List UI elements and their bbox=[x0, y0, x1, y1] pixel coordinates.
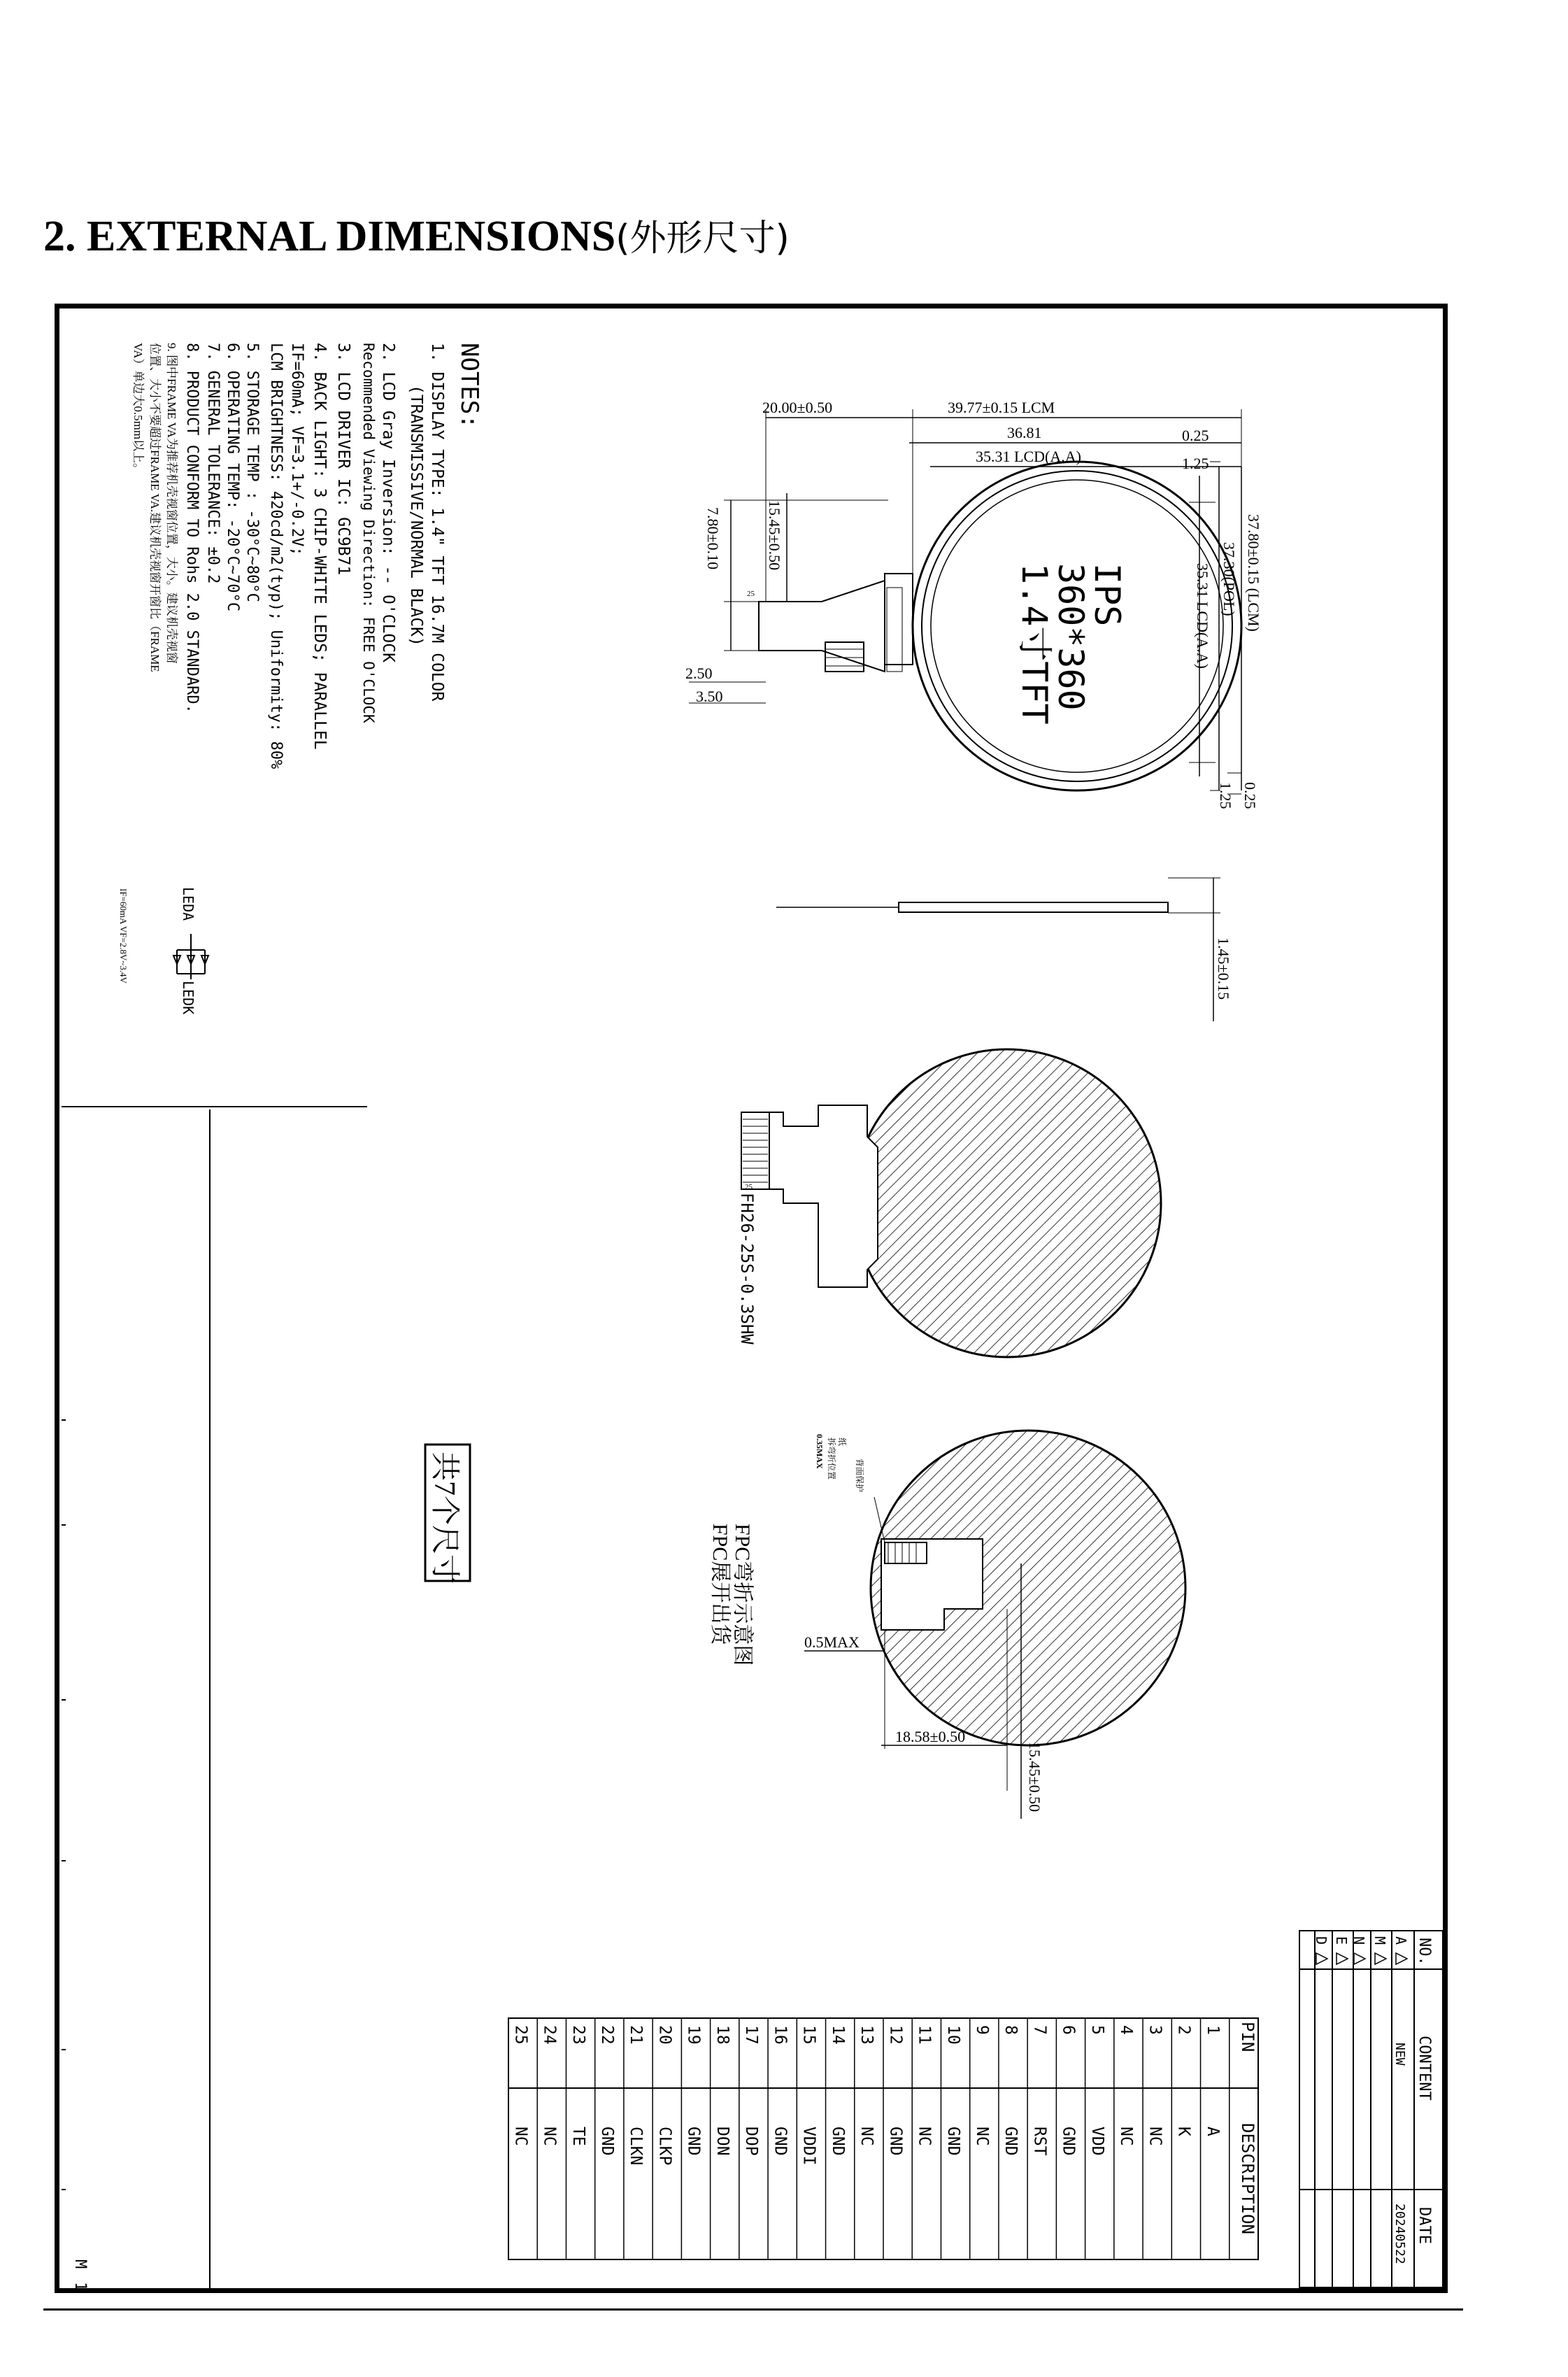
note-line: 6. OPERATING TEMP: -20°C~70°C bbox=[224, 343, 241, 612]
rev-no: D bbox=[1313, 1936, 1330, 1945]
pin-number: 6 bbox=[1059, 2025, 1078, 2035]
dim-aa-height: 35.31 LCD(A.A) bbox=[1194, 563, 1211, 669]
note-line: 3. LCD DRIVER IC: GC9B71 bbox=[334, 343, 352, 576]
pin-description: NC bbox=[915, 2127, 934, 2146]
pin-description: NC bbox=[857, 2127, 876, 2146]
pin-description: A bbox=[1203, 2127, 1222, 2136]
dim-fold-len: 15.45±0.50 bbox=[1026, 1742, 1043, 1812]
dim-fpc-small-1: 2.50 bbox=[685, 665, 713, 682]
note-line: Recommended Viewing Direction: FREE O'CLOCK bbox=[360, 343, 377, 723]
pin-number: 10 bbox=[943, 2025, 962, 2045]
dim-lcm-height: 37.80±0.15 (LCM) bbox=[1245, 514, 1262, 632]
front-view-label bbox=[1014, 563, 1127, 725]
pin-number: 1 bbox=[1203, 2025, 1222, 2035]
pin-number: 21 bbox=[627, 2025, 646, 2045]
pin-number: 8 bbox=[1002, 2025, 1020, 2035]
pin-number: 11 bbox=[915, 2025, 934, 2045]
dim-edge-bottom-1: 0.25 bbox=[1241, 782, 1259, 809]
pin-number: 22 bbox=[598, 2025, 616, 2045]
pin-number: 13 bbox=[857, 2025, 876, 2045]
dim-pol-height: 37.30(POL) bbox=[1220, 542, 1238, 616]
fold-note-4: 背面保护 bbox=[855, 1459, 864, 1493]
pin-description: RST bbox=[1030, 2127, 1049, 2156]
led-spec-label: IF=60mA VF=2.8V~3.4V bbox=[118, 888, 129, 984]
pin-number: 23 bbox=[569, 2025, 587, 2045]
notes-title: NOTES: bbox=[455, 343, 483, 429]
pin-description: NC bbox=[540, 2127, 559, 2146]
pin-description: VDD bbox=[1088, 2127, 1106, 2156]
pin-description: GND bbox=[771, 2127, 790, 2156]
pin-description: GND bbox=[598, 2127, 616, 2156]
fold-note-2: 拆弯折位置 bbox=[827, 1438, 836, 1480]
revision-triangle-icon bbox=[1316, 1953, 1327, 1964]
fold-caption-2: FPC展开出货 bbox=[708, 1524, 732, 1645]
pin-number: 3 bbox=[1146, 2025, 1164, 2035]
rev-header-content: CONTENT bbox=[1416, 2036, 1433, 2101]
pin-number: 16 bbox=[771, 2025, 790, 2045]
pin-number: 14 bbox=[828, 2025, 847, 2045]
dim-fpc-len: 15.45±0.50 bbox=[766, 500, 783, 571]
revision-triangle-icon bbox=[1375, 1953, 1386, 1964]
pin-number: 12 bbox=[886, 2025, 905, 2045]
dim-edge-bottom-2: 1.25 bbox=[1217, 782, 1234, 809]
pin-number: 7 bbox=[1030, 2025, 1049, 2035]
rev-content: NEW bbox=[1392, 2043, 1407, 2066]
front-view-label-3: IPS bbox=[1087, 563, 1127, 627]
stamp-text: 共7个尺寸 bbox=[428, 1452, 460, 1584]
pin-number: 24 bbox=[540, 2025, 559, 2045]
pin-description: CLKP bbox=[655, 2127, 674, 2166]
note-line: IF=60mA; VF=3.1+/-0.2V; bbox=[288, 343, 306, 556]
notes-block bbox=[131, 343, 483, 769]
pin-header: PIN bbox=[1238, 2022, 1257, 2052]
rev-header-date: DATE bbox=[1416, 2207, 1433, 2244]
pin-description: DON bbox=[713, 2127, 732, 2156]
fold-note-3: 0.35MAX bbox=[815, 1434, 825, 1469]
dim-lcm-width: 39.77±0.15 LCM bbox=[948, 399, 1055, 416]
fold-note-1: 纸 bbox=[837, 1438, 847, 1447]
dim-fpc-width: 7.80±0.10 bbox=[704, 507, 722, 570]
rev-date: 20240522 bbox=[1392, 2204, 1407, 2264]
pin-description: CLKN bbox=[627, 2127, 646, 2166]
pin-number: 20 bbox=[655, 2025, 674, 2045]
rev-no: E bbox=[1333, 1936, 1350, 1945]
led-cathode-label: LEDK bbox=[180, 981, 197, 1015]
note-line: LCM BRIGHTNESS: 420cd/m2(typ); Uniformity: 80% bbox=[267, 343, 285, 769]
frame-mark-m: M bbox=[71, 2259, 89, 2269]
note-line: VA）单边大0.5mm以上。 bbox=[131, 343, 145, 476]
dim-aa-width: 35.31 LCD(A.A) bbox=[976, 448, 1081, 465]
pin-number: 15 bbox=[799, 2025, 818, 2045]
note-line: 9. 图中FRAME VA为推荐机壳视窗位置，大小。建议机壳视窗 bbox=[165, 343, 178, 664]
fold-caption-1: FPC弯折示意图 bbox=[731, 1524, 754, 1666]
rev-header-no: NO. bbox=[1416, 1938, 1433, 1966]
note-line: 8. PRODUCT CONFORM TO Rohs 2.0 STANDARD. bbox=[183, 343, 201, 714]
pin-number: 9 bbox=[973, 2025, 991, 2035]
front-view-dims bbox=[685, 399, 1209, 705]
pin-number: 19 bbox=[684, 2025, 703, 2045]
back-view bbox=[741, 1049, 1161, 1357]
pin-description: GND bbox=[1059, 2127, 1078, 2156]
pin-description: DOP bbox=[742, 2127, 761, 2156]
pin-number: 17 bbox=[742, 2025, 761, 2045]
pin-description: NC bbox=[1117, 2127, 1136, 2146]
frame-inner-marks bbox=[62, 1107, 367, 2292]
dim-fold-width: 18.58±0.50 bbox=[895, 1728, 966, 1745]
section-heading-cjk: (外形尺寸) bbox=[615, 218, 790, 260]
note-line: 7. GENERAL TOLERANCE: ±0.2 bbox=[204, 343, 222, 584]
note-line: 2. LCD Gray Inversion: -- O'CLOCK bbox=[379, 343, 397, 662]
pin-number: 18 bbox=[713, 2025, 732, 2045]
dim-thickness: 1.45±0.15 bbox=[1215, 937, 1232, 1000]
pin-description: GND bbox=[886, 2127, 905, 2156]
front-view bbox=[689, 409, 1241, 794]
revision-triangle-icon bbox=[1396, 1953, 1407, 1964]
rev-no: N bbox=[1350, 1936, 1367, 1945]
dim-fpc-offset: 20.00±0.50 bbox=[762, 399, 833, 416]
connector-label: FH26-25S-0.3SHW bbox=[737, 1193, 757, 1344]
back-view-pin-25: 25 bbox=[745, 1183, 753, 1191]
note-line: 1. DISPLAY TYPE: 1.4" TFT 16.7M COLOR bbox=[428, 343, 446, 702]
pin-description: GND bbox=[684, 2127, 703, 2156]
section-heading-text: 2. EXTERNAL DIMENSIONS bbox=[43, 213, 616, 260]
pin-description: GND bbox=[943, 2127, 962, 2156]
fpc-pin-25: 25 bbox=[747, 590, 755, 598]
desc-header: DESCRIPTION bbox=[1238, 2123, 1257, 2234]
dim-fold-max: 0.5MAX bbox=[804, 1633, 860, 1651]
pin-number: 25 bbox=[511, 2025, 530, 2045]
front-view-label-2: 360*360 bbox=[1050, 563, 1091, 711]
rev-no: A bbox=[1392, 1936, 1409, 1945]
revision-triangle-icon bbox=[1337, 1953, 1348, 1964]
side-view bbox=[776, 878, 1220, 1021]
dim-pol-width: 36.81 bbox=[1007, 424, 1042, 441]
pin-description: NC bbox=[511, 2127, 530, 2146]
note-line: (TRANSMISSIVE/NORMAL BLACK) bbox=[407, 385, 425, 646]
pin-number: 2 bbox=[1174, 2025, 1193, 2035]
note-line: 4. BACK LIGHT: 3 CHIP-WHITE LEDS; PARALLEL bbox=[311, 343, 329, 750]
dim-fpc-small-2: 3.50 bbox=[696, 688, 723, 705]
pin-description: GND bbox=[828, 2127, 847, 2156]
front-view-label-1: 1.4寸TFT bbox=[1014, 563, 1055, 725]
pin-description: K bbox=[1174, 2127, 1193, 2136]
pin-number: 5 bbox=[1088, 2025, 1106, 2035]
rev-no: M bbox=[1371, 1936, 1388, 1945]
revision-triangle-icon bbox=[1354, 1953, 1365, 1964]
pin-table-rows bbox=[511, 2018, 1229, 2259]
frame-mark-one: 1 bbox=[71, 2282, 89, 2292]
led-anode-label: LEDA bbox=[180, 887, 197, 921]
pin-description: TE bbox=[569, 2127, 587, 2146]
revision-table-rows bbox=[1313, 1936, 1409, 2264]
pin-description: GND bbox=[1002, 2127, 1020, 2156]
pin-description: NC bbox=[973, 2127, 991, 2146]
note-line: 位置、大小不要超过FRAME VA.建议机壳视窗开窗比（FRAME bbox=[148, 343, 162, 672]
pin-description: VDDI bbox=[799, 2127, 818, 2166]
dim-edge-top-2: 1.25 bbox=[1182, 455, 1209, 472]
note-line: 5. STORAGE TEMP : -30°C~80°C bbox=[243, 343, 261, 602]
pin-number: 4 bbox=[1117, 2025, 1136, 2035]
pin-description: NC bbox=[1146, 2127, 1164, 2146]
dim-edge-top-1: 0.25 bbox=[1182, 427, 1209, 444]
led-schematic bbox=[118, 887, 208, 1014]
